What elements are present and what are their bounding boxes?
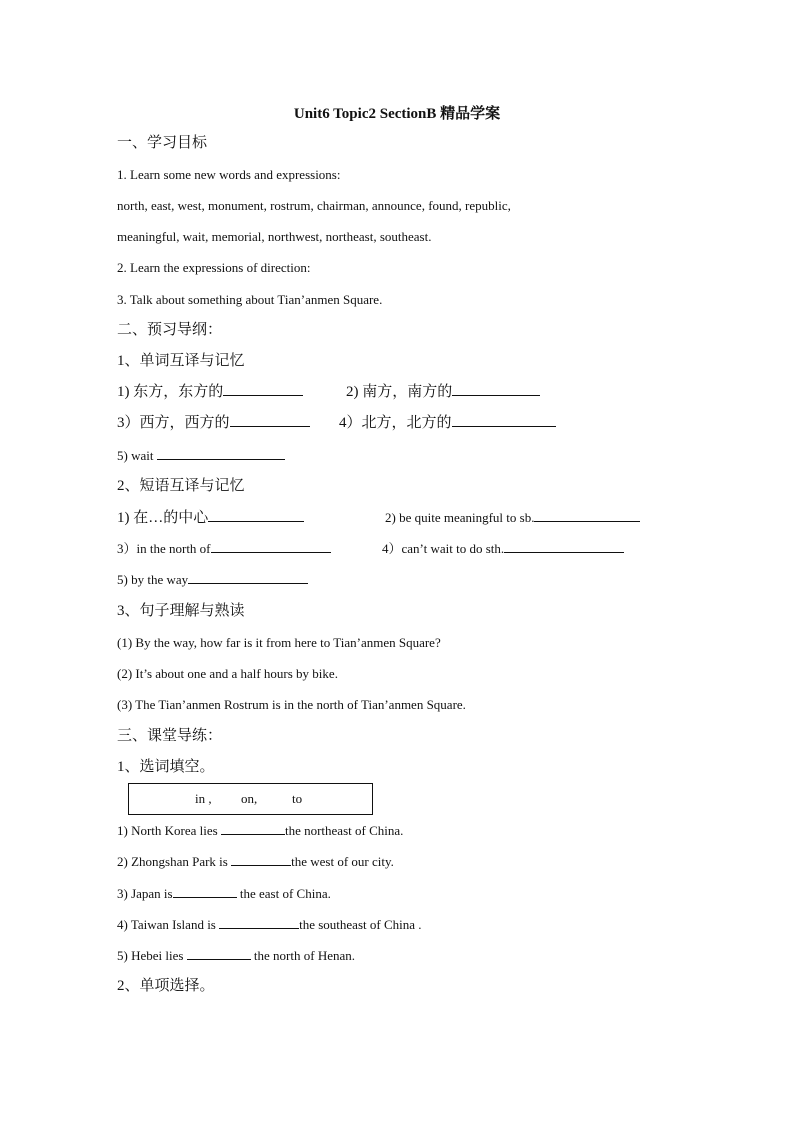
answer-blank[interactable] bbox=[173, 885, 237, 898]
sentence-2: (2) It’s about one and a half hours by bike. bbox=[117, 666, 338, 681]
fill-question-4 bbox=[117, 916, 422, 934]
vocab-row-1 bbox=[117, 383, 677, 401]
subsection-choice-heading: 2、单项选择。 bbox=[117, 978, 215, 994]
answer-blank[interactable] bbox=[188, 571, 308, 584]
question-text: 5) Hebei lies bbox=[117, 948, 187, 963]
question-text: the east of China. bbox=[236, 886, 331, 901]
goal-item-1: 1. Learn some new words and expressions: bbox=[117, 167, 341, 182]
goal-item-2: 2. Learn the expressions of direction: bbox=[117, 260, 311, 275]
fill-question-5 bbox=[117, 947, 355, 965]
phrase-prompt-meaningful: 2) be quite meaningful to sb. bbox=[385, 510, 535, 525]
word-bank-box bbox=[128, 783, 373, 815]
page-title: Unit6 Topic2 SectionB 精品学案 bbox=[293, 106, 501, 122]
answer-blank[interactable] bbox=[208, 509, 304, 522]
phrase-row-3 bbox=[117, 571, 308, 589]
sentence-1: (1) By the way, how far is it from here to Tian’anmen Square? bbox=[117, 635, 441, 650]
fill-question-1 bbox=[117, 822, 403, 840]
subsection-fill-heading: 1、选词填空。 bbox=[117, 759, 215, 775]
vocab-prompt-east: 1) 东方，东方的 bbox=[117, 384, 224, 400]
section-3-heading: 三、课堂导练： bbox=[117, 728, 223, 744]
answer-blank[interactable] bbox=[230, 414, 310, 427]
phrase-row-1 bbox=[117, 509, 697, 527]
answer-blank[interactable] bbox=[534, 509, 640, 522]
vocab-prompt-south: 2) 南方，南方的 bbox=[346, 384, 453, 400]
answer-blank[interactable] bbox=[211, 540, 331, 553]
question-text: 1) North Korea lies bbox=[117, 823, 221, 838]
question-text: 3) Japan is bbox=[117, 886, 173, 901]
subsection-sentence-heading: 3、句子理解与熟读 bbox=[117, 603, 245, 619]
question-text: the southeast of China . bbox=[299, 917, 422, 932]
goal-item-3: 3. Talk about something about Tian’anmen Square. bbox=[117, 292, 383, 307]
word-bank-item: on, bbox=[241, 791, 258, 806]
subsection-phrase-heading: 2、短语互译与记忆 bbox=[117, 478, 245, 494]
word-bank-item: to bbox=[292, 791, 303, 806]
phrase-row-2 bbox=[117, 540, 677, 558]
phrase-prompt-center: 1) 在…的中心 bbox=[117, 510, 209, 526]
section-2-heading: 二、预习导纲： bbox=[117, 322, 223, 338]
fill-question-3 bbox=[117, 885, 331, 903]
answer-blank[interactable] bbox=[231, 853, 291, 866]
vocab-prompt-north: 4）北方，北方的 bbox=[339, 415, 452, 431]
answer-blank[interactable] bbox=[157, 447, 285, 460]
answer-blank[interactable] bbox=[504, 540, 624, 553]
question-text: the north of Henan. bbox=[250, 948, 356, 963]
vocab-row-2 bbox=[117, 414, 677, 432]
vocab-row-3 bbox=[117, 447, 285, 465]
answer-blank[interactable] bbox=[223, 383, 303, 396]
answer-blank[interactable] bbox=[452, 414, 556, 427]
section-1-heading: 一、学习目标 bbox=[117, 135, 208, 151]
vocab-line-2: meaningful, wait, memorial, northwest, northeast, southeast. bbox=[117, 229, 432, 244]
question-text: the northeast of China. bbox=[284, 823, 404, 838]
fill-question-2 bbox=[117, 853, 394, 871]
phrase-prompt-cant-wait: 4）can’t wait to do sth. bbox=[382, 541, 505, 556]
question-text: 2) Zhongshan Park is bbox=[117, 854, 232, 869]
sentence-3: (3) The Tian’anmen Rostrum is in the north of Tian’anmen Square. bbox=[117, 697, 466, 712]
answer-blank[interactable] bbox=[187, 947, 251, 960]
vocab-prompt-west: 3）西方，西方的 bbox=[117, 415, 230, 431]
question-text: the west of our city. bbox=[291, 854, 394, 869]
question-text: 4) Taiwan Island is bbox=[117, 917, 220, 932]
vocab-prompt-wait: 5) wait bbox=[117, 448, 154, 463]
vocab-line-1: north, east, west, monument, rostrum, chairman, announce, found, republic, bbox=[117, 198, 511, 213]
answer-blank[interactable] bbox=[221, 822, 285, 835]
answer-blank[interactable] bbox=[452, 383, 540, 396]
phrase-prompt-by-the-way: 5) by the way bbox=[117, 572, 189, 587]
subsection-vocab-heading: 1、单词互译与记忆 bbox=[117, 353, 245, 369]
word-bank-item: in , bbox=[195, 791, 212, 806]
answer-blank[interactable] bbox=[219, 916, 299, 929]
phrase-prompt-north-of: 3）in the north of bbox=[117, 541, 211, 556]
